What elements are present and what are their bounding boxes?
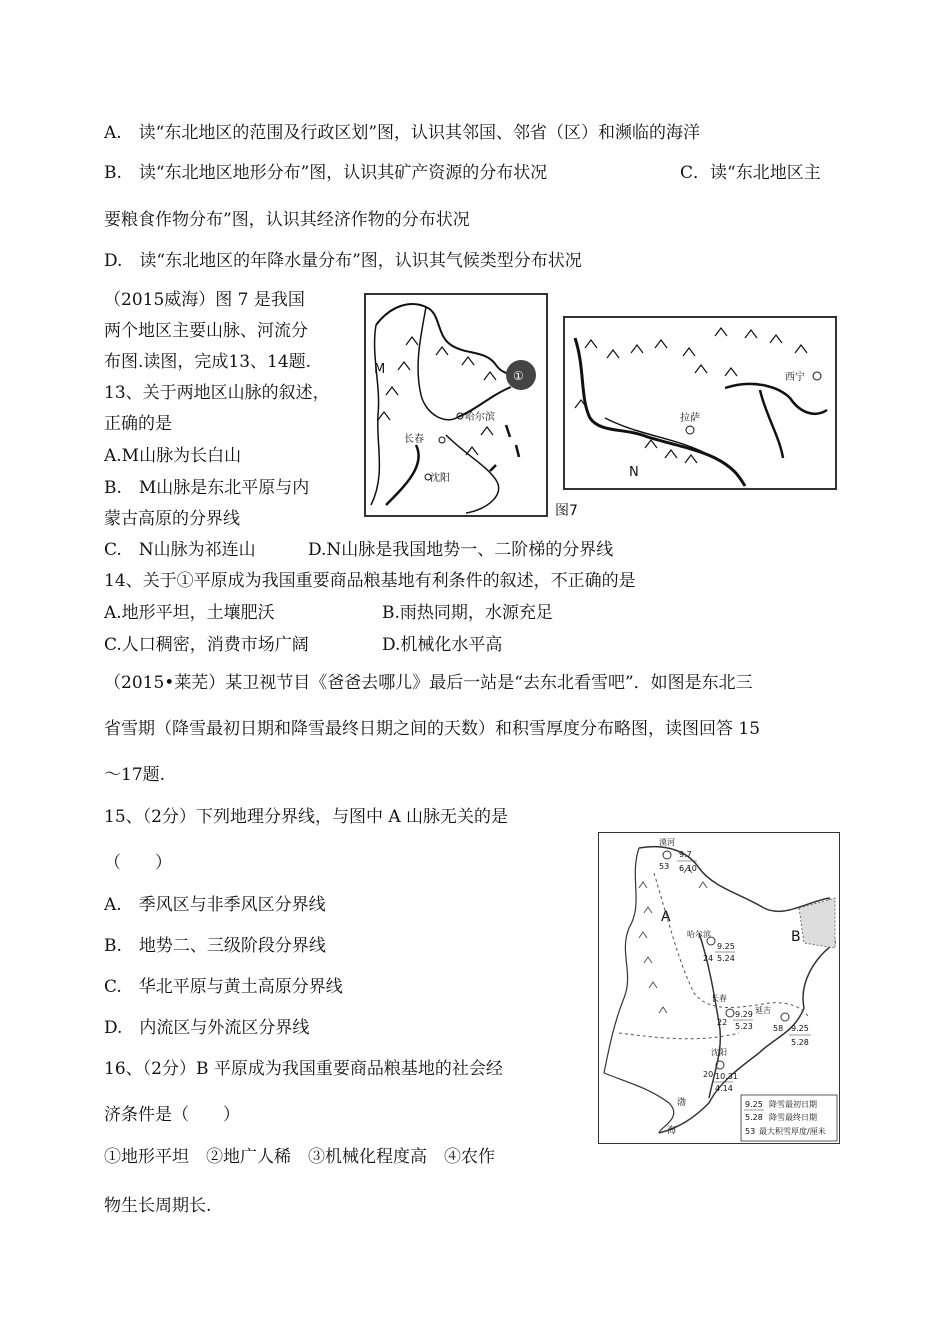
q16-stem-line1: 16、（2分）B 平原成为我国重要商品粮基地的社会经 [104,1059,503,1079]
fig7-city-xining: 西宁 [785,372,805,383]
snow-mohe-depth: 53 [659,862,670,871]
legend-depth-val: 53 [745,1127,756,1136]
q14-option-b: B.雨热同期，水源充足 [382,603,553,623]
legend-depth-label: 最大积雪厚度/厘米 [759,1127,826,1136]
snow-city-shenyang: 沈阳 [711,1048,727,1057]
q15-option-c: C. 华北平原与黄土高原分界线 [104,977,343,997]
intro15-line1: （2015•莱芜）某卫视节目《爸爸去哪儿》最后一站是“去东北看雪吧”．如图是东北三 [104,673,753,693]
q13-option-b-part1: B. M山脉是东北平原与内 [104,478,310,498]
snow-period-map [598,832,840,1144]
q12-option-b: B. 读“东北地区地形分布”图，认识其矿产资源的分布状况 [104,163,548,183]
fig7-label-n: N [629,465,639,480]
q13-option-a: A.M山脉为长白山 [104,446,242,466]
snow-shenyang-last: 4.14 [715,1084,733,1093]
snow-harbin-last: 5.24 [717,954,735,963]
legend-last-label: 降雪最终日期 [769,1113,817,1122]
intro13-line3: 布图.读图，完成13、14题. [104,352,312,372]
q15-paren: （ ） [104,853,172,873]
q16-stem-line2: 济条件是（ ） [104,1105,240,1125]
snow-yanji-last: 5.28 [791,1038,809,1047]
q13-stem-line1: 13、关于两地区山脉的叙述， [104,383,330,403]
q15-option-a: A. 季风区与非季风区分界线 [104,895,326,915]
intro15-line2: 省雪期（降雪最初日期和降雪最终日期之间的天数）和积雪厚度分布略图，读图回答 15 [104,719,761,739]
intro13-line1: （2015威海）图 7 是我国 [104,290,305,310]
snow-harbin-depth: 24 [703,954,714,963]
q13-option-c: C. N山脉为祁连山 [104,540,256,560]
q14-stem: 14、关于①平原成为我国重要商品粮基地有利条件的叙述，不正确的是 [104,571,636,591]
snow-harbin-first: 9.25 [717,942,735,951]
snow-changchun-first: 9.29 [735,1010,753,1019]
fig7-northeast-map [364,293,548,517]
q14-option-a: A.地形平坦，土壤肥沃 [104,603,275,623]
snow-shenyang-first: 10.31 [715,1072,738,1081]
snow-label-a: A [661,909,671,925]
q15-option-d: D. 内流区与外流区分界线 [104,1018,310,1038]
snow-city-changchun: 长春 [711,994,727,1003]
snow-yanji-first: 9.25 [791,1024,809,1033]
snow-sea-2: 海 [667,1126,677,1136]
fig7-caption: 图7 [555,503,578,519]
fig7-city-changchun: 长春 [404,434,424,445]
q16-options-cont: 物生长周期长. [104,1196,212,1216]
snow-city-yanji: 延吉 [755,1006,771,1015]
legend-first-val: 9.25 [745,1100,763,1109]
q14-option-d: D.机械化水平高 [382,635,503,655]
snow-mohe-last: 6.10 [679,864,697,873]
q12-option-a: A. 读“东北地区的范围及行政区划”图，认识其邻国、邻省（区）和濒临的海洋 [104,123,701,143]
fig7-city-lhasa: 拉萨 [680,413,700,424]
q14-option-c: C.人口稠密，消费市场广阔 [104,635,309,655]
snow-city-mohe: 漠河 [659,838,675,847]
q15-stem: 15、（2分）下列地理分界线，与图中 A 山脉无关的是 [104,807,509,827]
legend-first-label: 降雪最初日期 [769,1100,817,1109]
legend-last-val: 5.28 [745,1113,763,1122]
fig7-qinghai-tibet-map [563,316,837,490]
snow-changchun-depth: 22 [717,1018,728,1027]
fig7-city-shenyang: 沈阳 [430,473,450,484]
q13-option-b-part2: 蒙古高原的分界线 [104,509,240,529]
fig7-label-m: M [374,362,386,377]
snow-shenyang-depth: 20 [703,1070,714,1079]
q12-option-d: D. 读“东北地区的年降水量分布”图，认识其气候类型分布状况 [104,251,582,271]
snow-mohe-first: 9.7 [679,850,692,859]
snow-city-harbin: 哈尔滨 [687,930,711,939]
intro13-line2: 两个地区主要山脉、河流分 [104,321,308,341]
q16-options: ①地形平坦 ②地广人稀 ③机械化程度高 ④农作 [104,1147,495,1167]
q15-option-b: B. 地势二、三级阶段分界线 [104,936,326,956]
snow-sea-1: 渤 [677,1098,687,1108]
snow-label-b: B [791,929,801,945]
q12-option-c-part2: 要粮食作物分布”图，认识其经济作物的分布状况 [104,210,470,230]
snow-yanji-depth: 58 [773,1024,784,1033]
q13-option-d: D.N山脉是我国地势一、二阶梯的分界线 [308,540,614,560]
fig7-city-harbin: 哈尔滨 [465,412,495,423]
intro15-line3: ～17题. [104,765,166,785]
fig7-label-1: ① [513,369,524,383]
q13-stem-line2: 正确的是 [104,414,172,434]
q12-option-c-part1: C．读“东北地区主 [680,163,821,183]
snow-changchun-last: 5.23 [735,1022,753,1031]
